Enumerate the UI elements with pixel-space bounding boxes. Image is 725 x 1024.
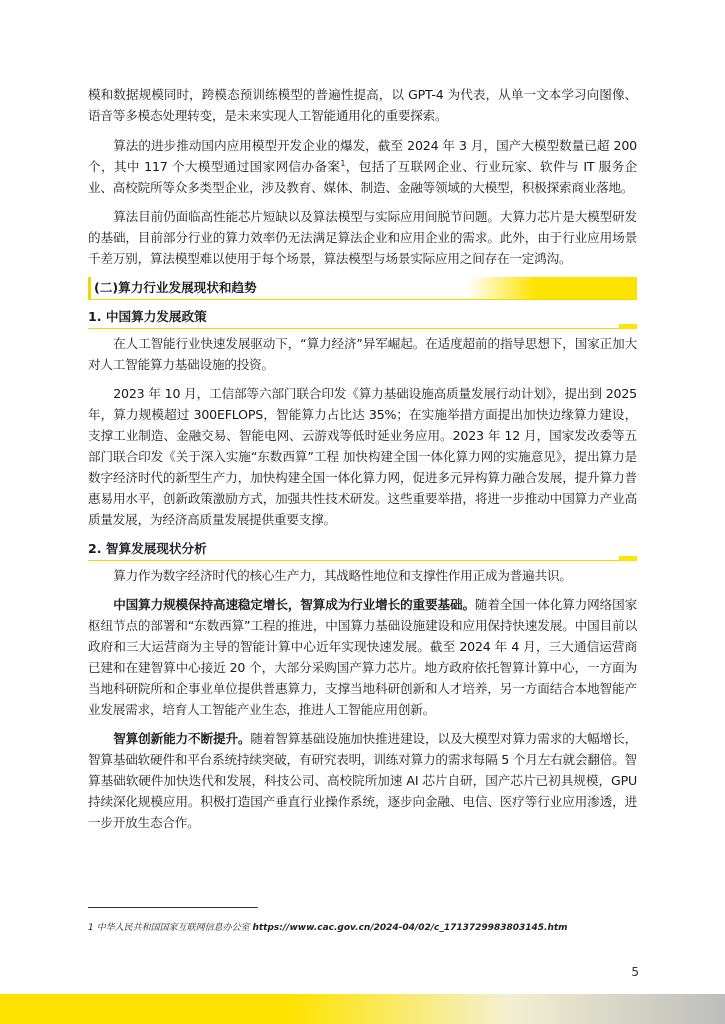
footnote-ref[interactable]: 1: [340, 158, 346, 168]
paragraph-analysis-intro: 算力作为数字经济时代的核心生产力，其战略性地位和支撑性作用正成为普遍共识。: [113, 568, 572, 583]
paragraph-policy-intro: 在人工智能行业快速发展驱动下，“算力经济”异军崛起。在适度超前的指导思想下，国家正加大对人工智能算力基础设施的投资。: [88, 336, 637, 372]
paragraph-text: 随着全国一体化算力网络国家枢纽节点的部署和“东数西算”工程的推进，中国算力基础设施建设和应用保持快速发展。中国目前以政府和三大运营商为主导的智能计算中心近年实现快速发展。截至 2024 年 4 月，三大通信运营商已建和在建智算中心接近 20 个，大部分采购国产算力芯片。地方政府依托智算计算中心，一方面为当地科研院所和企事业单位提供普惠算力，支撑当地科研创新和人才培养，另一方面结合本地智能产业发展需求，培育人工智能产业生态，推进人工智能应用创新。: [88, 597, 637, 717]
heading-tick: [619, 324, 637, 329]
paragraph-text: 算法的进步推动国内应用模型开发企业的爆发，截至 2024 年 3 月，国产大模型数量已超 200 个，其中 117 个大模型通过国家网信办备案: [88, 138, 637, 174]
section-title: (二)算力行业发展现状和趋势: [94, 280, 257, 295]
footnote: [88, 920, 568, 933]
subsection-heading-policy: [88, 306, 637, 329]
subsection-heading-analysis: [88, 538, 637, 561]
paragraph-multimodal: 模和数据规模同时，跨模态预训练模型的普遍性提高，以 GPT-4 为代表，从单一文本学习向图像、语音等多模态处理转变，是未来实现人工智能通用化的重要探索。: [88, 87, 637, 123]
paragraph-algorithm-challenges: 算法目前仍面临高性能芯片短缺以及算法模型与实际应用间脱节问题。大算力芯片是大模型研发的基础，目前部分行业的算力效率仍无法满足算法企业和应用企业的需求。此外，由于行业应用场景千差万别，算法模型难以使用于每个场景，算法模型与场景实际应用之间存在一定鸿沟。: [88, 209, 637, 266]
section-heading: [88, 277, 637, 300]
paragraph-compute-growth: [88, 594, 637, 720]
section-fill: [467, 277, 637, 299]
document-body: [88, 84, 637, 841]
page-number: 5: [631, 965, 639, 979]
section-accent: [88, 277, 91, 299]
paragraph-lead: 中国算力规模保持高速稳定增长，智算成为行业增长的重要基础。: [113, 597, 475, 612]
paragraph-algorithm-progress: [88, 135, 637, 198]
footnote-link[interactable]: https://www.cac.gov.cn/2024-04/02/c_1713729983803145.htm: [252, 923, 568, 933]
paragraph-innovation: [88, 728, 637, 833]
subsection-title: 1. 中国算力发展政策: [88, 309, 207, 324]
paragraph-text: 随着智算基础设施加快推进建设，以及大模型对算力需求的大幅增长，智算基础软硬件和平台系统持续突破，有研究表明，训练对算力的需求每隔 5 个月左右就会翻倍。智算基础软硬件加快迭代和发展，科技公司、高校院所加速 AI 芯片自研，国产芯片已初具规模，GPU 持续深化规模应用。积极打造国产垂直行业操作系统，逐步向金融、电信、医疗等行业应用渗透，进一步开放生态合作。: [88, 731, 637, 830]
paragraph-policy-detail: 2023 年 10 月，工信部等六部门联合印发《算力基础设施高质量发展行动计划》，提出到 2025 年，算力规模超过 300EFLOPS，智能算力占比达 35%；在实施举措方面提出加快边缘算力建设，支撑工业制造、金融交易、智能电网、云游戏等低时延业务应用。2023 年 12 月，国家发改委等五部门联合印发《关于深入实施“东数西算”工程 加快构建全国一体化算力网的实施意见》，提出算力是数字经济时代的新型生产力，加快构建全国一体化算力网，促进多元异构算力融合发展，提升算力普惠易用水平，创新政策激励方式，加强共性技术研发。这些重要举措，将进一步推动中国算力产业高质量发展，为经济高质量发展提供重要支撑。: [88, 386, 637, 527]
footnote-label: 1 中华人民共和国国家互联网信息办公室: [88, 923, 250, 933]
heading-tick: [619, 556, 637, 561]
paragraph-text: ，包括了互联网企业、行业玩家、软件与 IT 服务企业、高校院所等众多类型企业，涉及教育、媒体、制造、金融等领域的大模型，积极探索商业落地。: [88, 159, 637, 195]
footnote-divider: [88, 907, 258, 908]
footer-color-bar: [0, 994, 725, 1024]
subsection-title: 2. 智算发展现状分析: [88, 541, 207, 556]
paragraph-lead: 智算创新能力不断提升。: [113, 731, 251, 746]
